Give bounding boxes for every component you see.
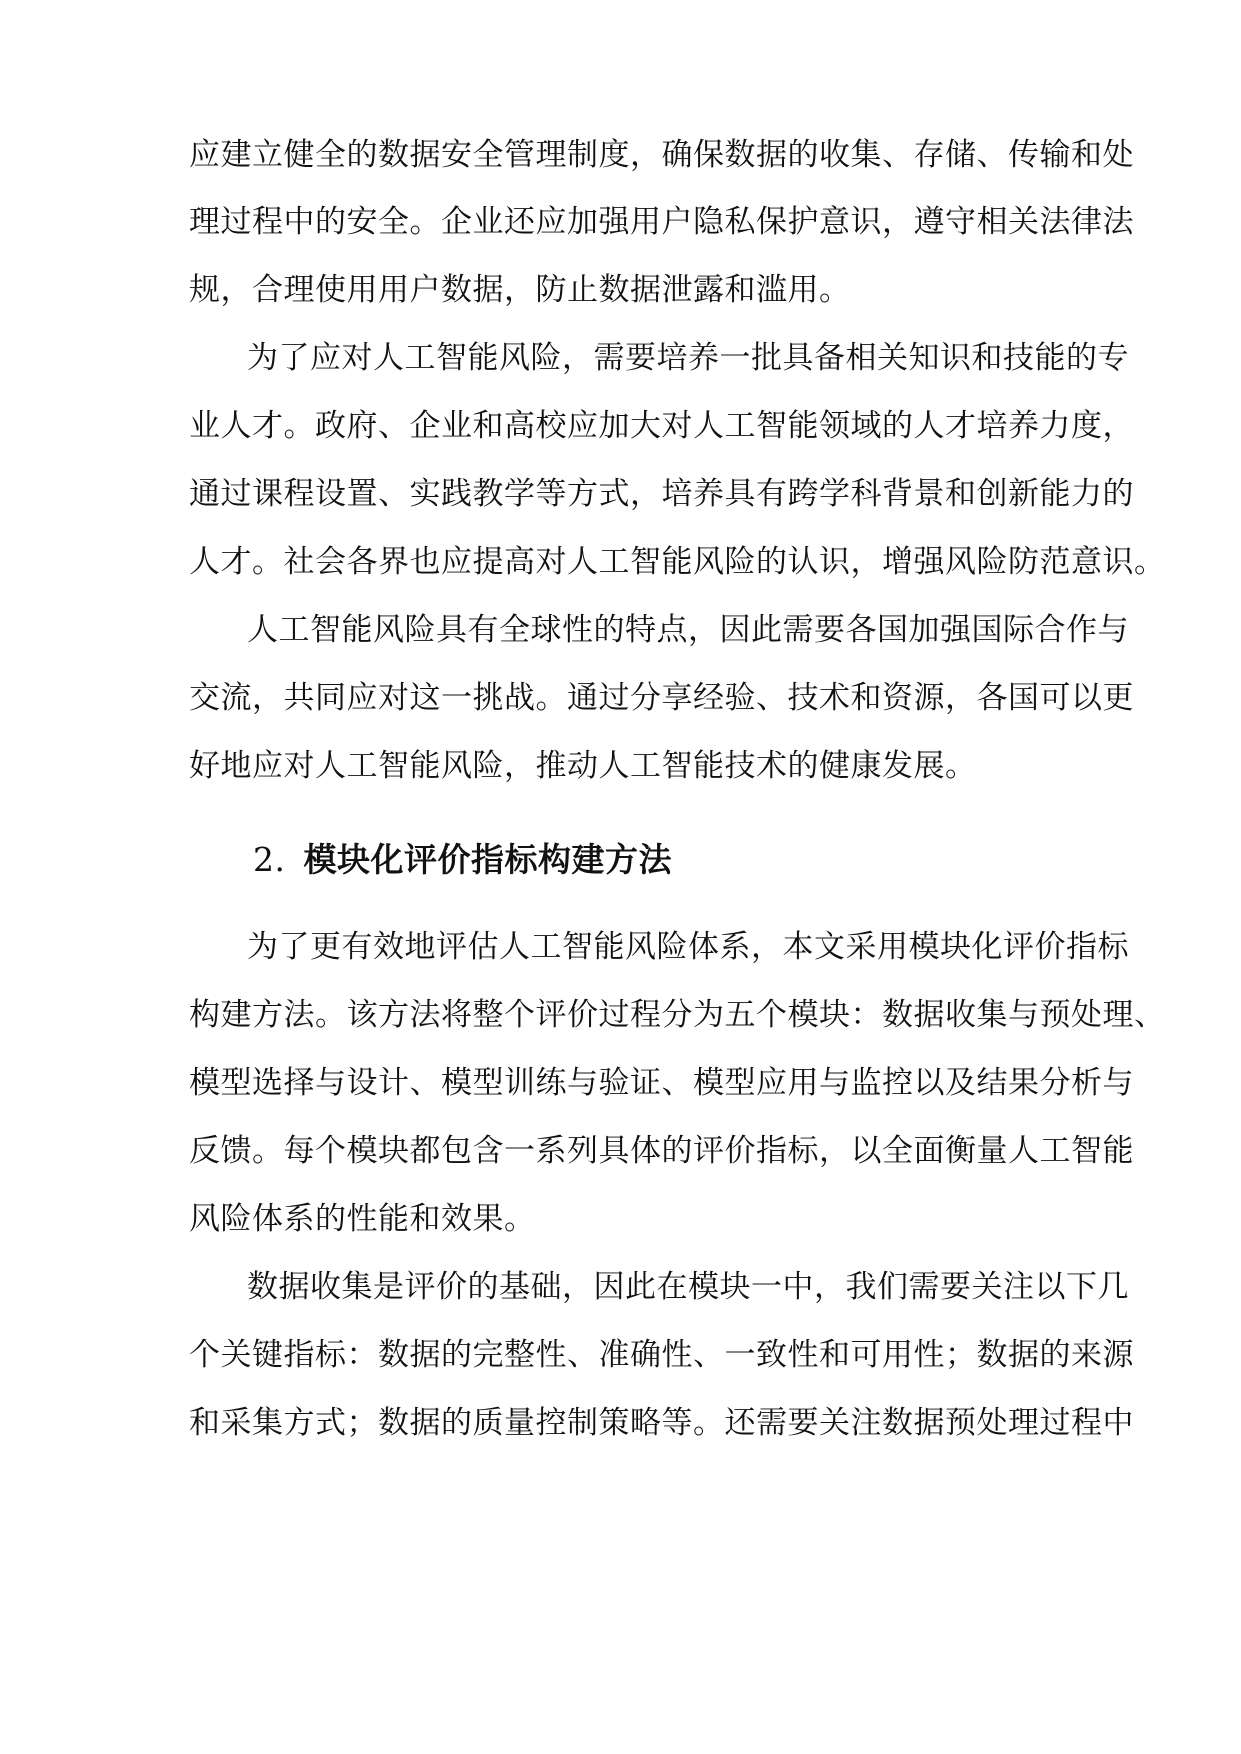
paragraph-3-line-1: 人工智能风险具有全球性的特点，因此需要各国加强国际合作与	[247, 612, 1129, 648]
section-number: 2.	[253, 840, 286, 879]
section-heading	[253, 839, 672, 881]
section-paragraph-1-line-5: 风险体系的性能和效果。	[189, 1201, 536, 1237]
section-paragraph-2-line-3: 和采集方式；数据的质量控制策略等。还需要关注数据预处理过程中	[189, 1405, 1134, 1441]
paragraph-3-line-2: 交流，共同应对这一挑战。通过分享经验、技术和资源，各国可以更	[189, 680, 1134, 716]
paragraph-1-line-3: 规，合理使用用户数据，防止数据泄露和滥用。	[189, 272, 851, 308]
paragraph-2-line-1: 为了应对人工智能风险，需要培养一批具备相关知识和技能的专	[247, 340, 1129, 376]
section-title: 模块化评价指标构建方法	[303, 840, 672, 879]
paragraph-1-line-2: 理过程中的安全。企业还应加强用户隐私保护意识，遵守相关法律法	[189, 204, 1134, 240]
paragraph-3-line-3: 好地应对人工智能风险，推动人工智能技术的健康发展。	[189, 748, 977, 784]
section-paragraph-1-line-4: 反馈。每个模块都包含一系列具体的评价指标，以全面衡量人工智能	[189, 1133, 1134, 1169]
section-paragraph-1-line-2: 构建方法。该方法将整个评价过程分为五个模块：数据收集与预处理、	[189, 997, 1166, 1033]
section-paragraph-1-line-3: 模型选择与设计、模型训练与验证、模型应用与监控以及结果分析与	[189, 1065, 1134, 1101]
paragraph-2-line-3: 通过课程设置、实践教学等方式，培养具有跨学科背景和创新能力的	[189, 476, 1134, 512]
paragraph-2-line-4: 人才。社会各界也应提高对人工智能风险的认识，增强风险防范意识。	[189, 544, 1166, 580]
section-paragraph-1-line-1: 为了更有效地评估人工智能风险体系，本文采用模块化评价指标	[247, 929, 1129, 965]
section-paragraph-2-line-2: 个关键指标：数据的完整性、准确性、一致性和可用性；数据的来源	[189, 1337, 1134, 1373]
paragraph-2-line-2: 业人才。政府、企业和高校应加大对人工智能领域的人才培养力度，	[189, 408, 1134, 444]
paragraph-1-line-1: 应建立健全的数据安全管理制度，确保数据的收集、存储、传输和处	[189, 137, 1134, 173]
section-paragraph-2-line-1: 数据收集是评价的基础，因此在模块一中，我们需要关注以下几	[247, 1269, 1129, 1305]
